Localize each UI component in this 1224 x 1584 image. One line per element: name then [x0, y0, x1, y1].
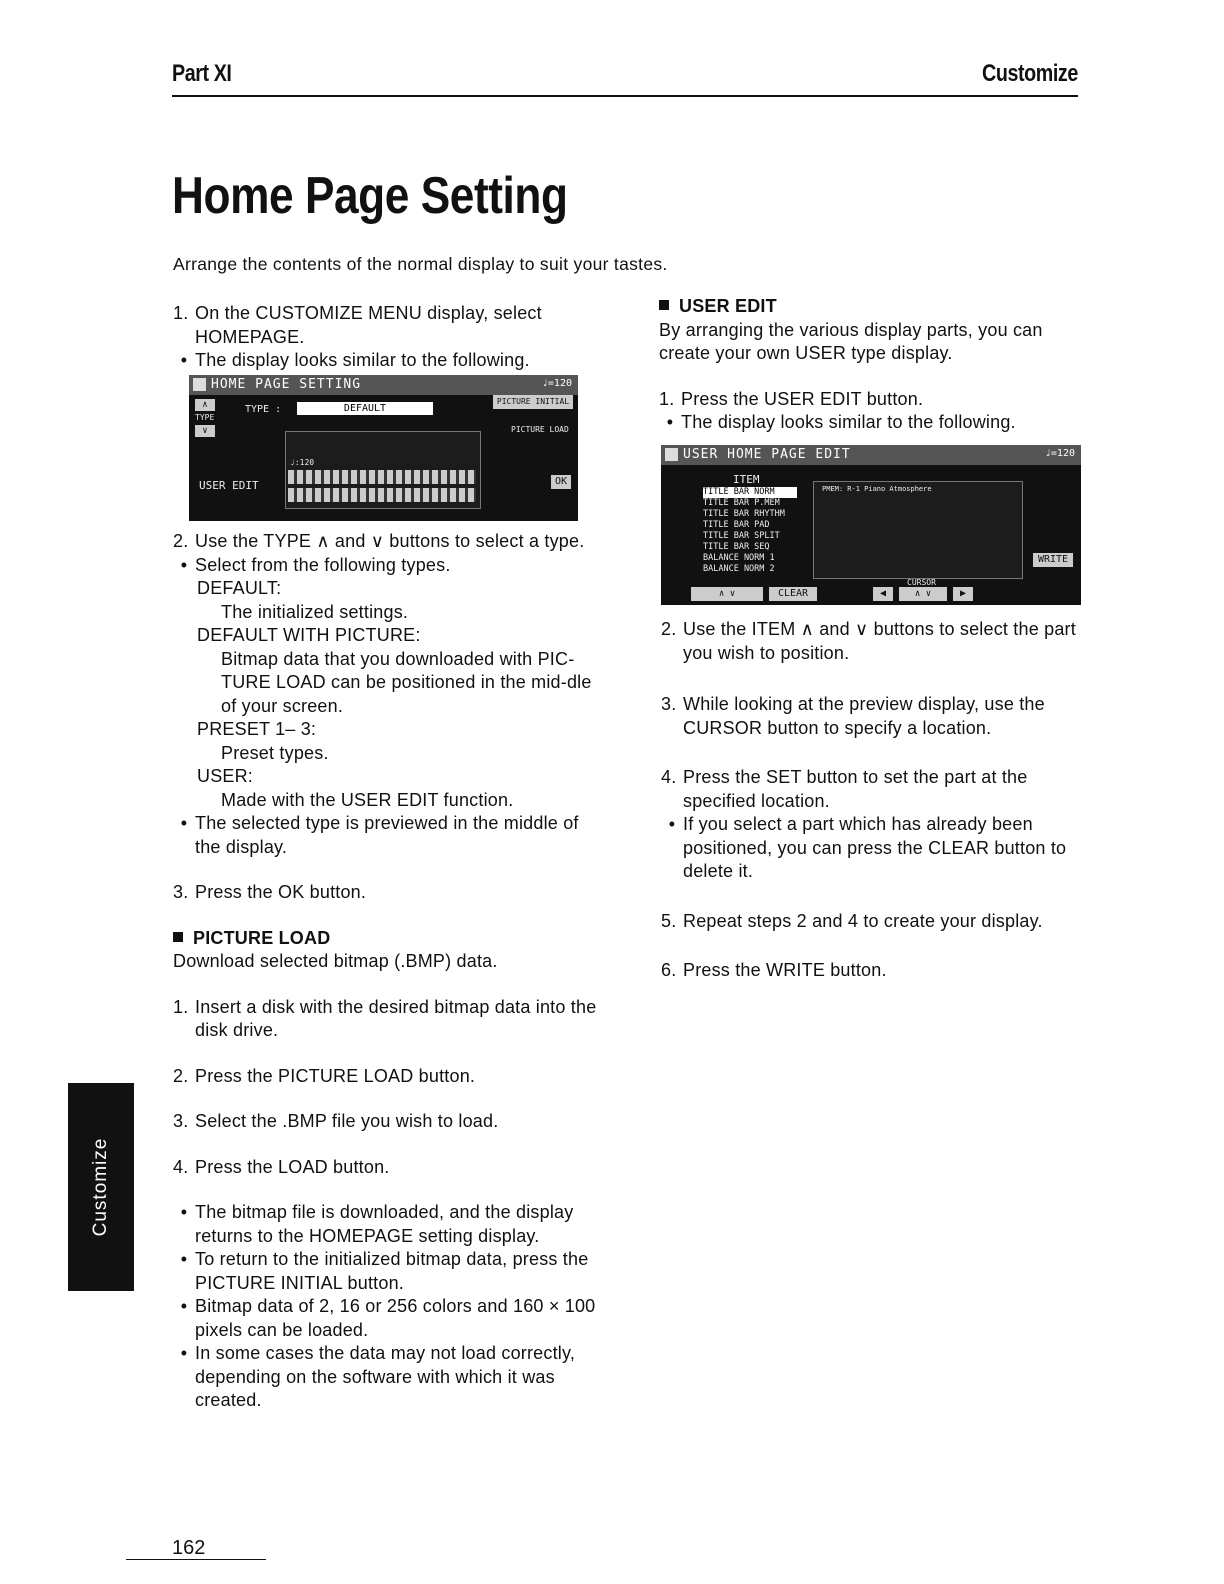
bullet-text: Select from the following types.: [195, 554, 451, 575]
user-edit-button[interactable]: USER EDIT: [199, 479, 259, 492]
write-button[interactable]: WRITE: [1033, 553, 1073, 567]
bullet-text: In some cases the data may not load correctly, depending on the software with which it was created.: [195, 1343, 576, 1410]
user-edit-heading: [659, 295, 1084, 319]
bullet: [173, 349, 603, 373]
right-column-bottom: [661, 618, 1086, 983]
type-user-label: USER:: [197, 766, 254, 786]
header-section: Customize: [982, 60, 1078, 87]
type-default-label: DEFAULT:: [197, 578, 282, 598]
item-list-entry[interactable]: BALANCE NORM 2: [703, 564, 775, 574]
type-value-field: DEFAULT: [297, 402, 433, 415]
pl-step-2: [173, 1065, 603, 1089]
bullet-dot: •: [668, 814, 676, 834]
ue-step-3: [661, 693, 1086, 740]
step-text: Press the USER EDIT button.: [681, 388, 924, 409]
item-list-entry[interactable]: TITLE BAR PAD: [703, 520, 770, 530]
step-number: 1.: [173, 303, 189, 323]
step-text: Press the PICTURE LOAD button.: [195, 1065, 476, 1086]
step-number: 3.: [173, 882, 189, 902]
ok-button[interactable]: OK: [551, 475, 571, 489]
lcd-home-page-setting: [189, 375, 578, 521]
pl-step-3: [173, 1110, 603, 1134]
lcd-tempo: ♩=120: [1044, 448, 1075, 459]
step-text: Select the .BMP file you wish to load.: [195, 1111, 499, 1131]
type-side-label: TYPE: [195, 413, 215, 422]
preview-text: PMEM: R-1 Piano Atmosphere: [822, 485, 932, 493]
step-number: 2.: [173, 531, 189, 551]
bullet: [173, 1201, 603, 1248]
step-number: 2.: [173, 1065, 189, 1086]
ue-step-4: [661, 766, 1086, 813]
step-text: While looking at the preview display, use the CURSOR button to specify a location.: [683, 694, 1045, 738]
lcd-title: USER HOME PAGE EDIT: [683, 447, 851, 462]
ue-step-1: [659, 388, 1084, 412]
picture-load-desc: Download selected bitmap (.BMP) data.: [173, 951, 498, 971]
bullet-text: If you select a part which has already been positioned, you can press the CLEAR button to delete it.: [683, 814, 1067, 881]
square-bullet-icon: [173, 932, 183, 942]
header-part: Part XI: [172, 60, 232, 87]
type-default-desc: The initialized settings.: [221, 601, 409, 622]
bullet-text: The bitmap file is downloaded, and the display returns to the HOMEPAGE setting display.: [195, 1202, 574, 1246]
type-user-desc: Made with the USER EDIT function.: [221, 789, 514, 810]
section-title: PICTURE LOAD: [193, 927, 331, 948]
item-list-entry[interactable]: TITLE BAR P.MEM: [703, 498, 780, 508]
step-number: 4.: [173, 1156, 189, 1177]
clear-button[interactable]: CLEAR: [769, 587, 817, 601]
bullet-dot: •: [180, 1249, 188, 1269]
item-list-entry[interactable]: BALANCE NORM 1: [703, 553, 775, 563]
step-text: Repeat steps 2 and 4 to create your display.: [683, 910, 1043, 931]
step-number: 3.: [661, 694, 677, 714]
cursor-right-button[interactable]: ▶: [953, 587, 973, 601]
bullet-dot: •: [180, 813, 188, 833]
step-number: 6.: [661, 960, 677, 980]
lcd-title: HOME PAGE SETTING: [211, 377, 362, 392]
cursor-left-button[interactable]: ◀: [873, 587, 893, 601]
bullet-dot: •: [180, 554, 188, 575]
bullet-text: The display looks similar to the following.: [681, 412, 1016, 432]
picture-load-button[interactable]: PICTURE LOAD: [511, 425, 569, 434]
bullet: [173, 1295, 603, 1342]
pl-step-4: [173, 1156, 603, 1180]
type-preset-label: PRESET 1– 3:: [197, 719, 317, 739]
page-number-rule: [126, 1559, 266, 1560]
item-list-entry[interactable]: TITLE BAR SEQ: [703, 542, 770, 552]
header-rule: [172, 95, 1078, 97]
left-column-bottom: [173, 530, 603, 1413]
left-column-top: [173, 302, 603, 373]
display-icon: [193, 378, 206, 391]
type-dwp-label: DEFAULT WITH PICTURE:: [197, 625, 421, 645]
user-edit-desc: By arranging the various display parts, you can create your own USER type display.: [659, 319, 1043, 363]
bullet-text: To return to the initialized bitmap data, press the PICTURE INITIAL button.: [195, 1249, 589, 1293]
ue-step-2: [661, 618, 1086, 665]
bullet: [661, 813, 1086, 884]
step-number: 1.: [659, 388, 675, 409]
step-number: 3.: [173, 1111, 189, 1131]
item-list-entry[interactable]: TITLE BAR SPLIT: [703, 531, 780, 541]
bullet: [173, 812, 603, 859]
step-number: 5.: [661, 910, 677, 931]
bullet: [173, 1248, 603, 1295]
section-title: USER EDIT: [679, 296, 777, 316]
page-number: 162: [172, 1537, 206, 1559]
right-column-top: [659, 295, 1084, 435]
bullet-dot: •: [180, 350, 188, 370]
section-tab-label: Customize: [90, 1137, 111, 1237]
preview-area: [813, 481, 1023, 579]
bullet: [659, 411, 1084, 435]
bullet-text: The display looks similar to the following.: [195, 350, 530, 370]
display-icon: [665, 448, 678, 461]
item-list: [703, 487, 797, 575]
step-3: [173, 881, 603, 905]
intro-text: Arrange the contents of the normal display to suit your tastes.: [173, 254, 668, 274]
item-label: ITEM: [733, 473, 760, 486]
bullet-dot: •: [180, 1343, 188, 1363]
step-text: On the CUSTOMIZE MENU display, select HOMEPAGE.: [195, 303, 542, 347]
bullet-text: Bitmap data of 2, 16 or 256 colors and 160 × 100 pixels can be loaded.: [195, 1296, 596, 1340]
step-text: Use the TYPE ∧ and ∨ buttons to select a type.: [195, 531, 585, 551]
bullet-dot: •: [666, 412, 674, 432]
lcd-tempo: ♩=120: [541, 378, 572, 389]
step-text: Use the ITEM ∧ and ∨ buttons to select the part you wish to position.: [683, 619, 1076, 663]
section-tab: [68, 1083, 134, 1291]
bullet: [173, 554, 603, 578]
step-text: Press the SET button to set the part at the specified location.: [683, 767, 1028, 811]
step-2: [173, 530, 603, 554]
picture-load-heading: [173, 927, 603, 951]
item-list-entry[interactable]: TITLE BAR NORM: [703, 487, 797, 498]
type-up-button[interactable]: ∧: [195, 399, 215, 411]
cursor-up-down-button[interactable]: ∧ ∨: [899, 587, 947, 601]
bullet-dot: •: [180, 1296, 188, 1316]
step-text: Press the OK button.: [195, 882, 367, 902]
preview-tempo: ♩:120: [290, 458, 315, 467]
square-bullet-icon: [659, 300, 669, 310]
step-number: 2.: [661, 619, 677, 639]
step-text: Press the LOAD button.: [195, 1156, 390, 1177]
step-number: 1.: [173, 996, 189, 1017]
type-down-button[interactable]: ∨: [195, 425, 215, 437]
ue-step-5: [661, 910, 1086, 934]
preview-bottom-strip: [288, 488, 476, 502]
lcd-user-home-page-edit: [661, 445, 1081, 605]
bullet: [173, 1342, 603, 1413]
type-dwp-desc: Bitmap data that you downloaded with PIC-TURE LOAD can be positioned in the mid-dle of your screen.: [221, 648, 592, 716]
cursor-label: CURSOR: [907, 578, 936, 587]
page-title: Home Page Setting: [172, 167, 568, 225]
item-list-entry[interactable]: TITLE BAR RHYTHM: [703, 509, 785, 519]
bullet-text: The selected type is previewed in the middle of the display.: [195, 813, 579, 857]
pl-step-1: [173, 996, 603, 1043]
step-text: Press the WRITE button.: [683, 960, 887, 980]
picture-initial-button[interactable]: PICTURE INITIAL: [493, 395, 573, 409]
preview-keyboard-strip: [288, 470, 476, 484]
step-text: Insert a disk with the desired bitmap data into the disk drive.: [195, 996, 597, 1040]
step-number: 4.: [661, 767, 677, 787]
type-preset-desc: Preset types.: [221, 742, 329, 763]
item-up-down-button[interactable]: ∧ ∨: [691, 587, 763, 601]
ue-step-6: [661, 959, 1086, 983]
bullet-dot: •: [180, 1202, 188, 1222]
preview-area: [285, 431, 481, 509]
step-1: [173, 302, 603, 349]
type-label: TYPE :: [245, 404, 282, 415]
